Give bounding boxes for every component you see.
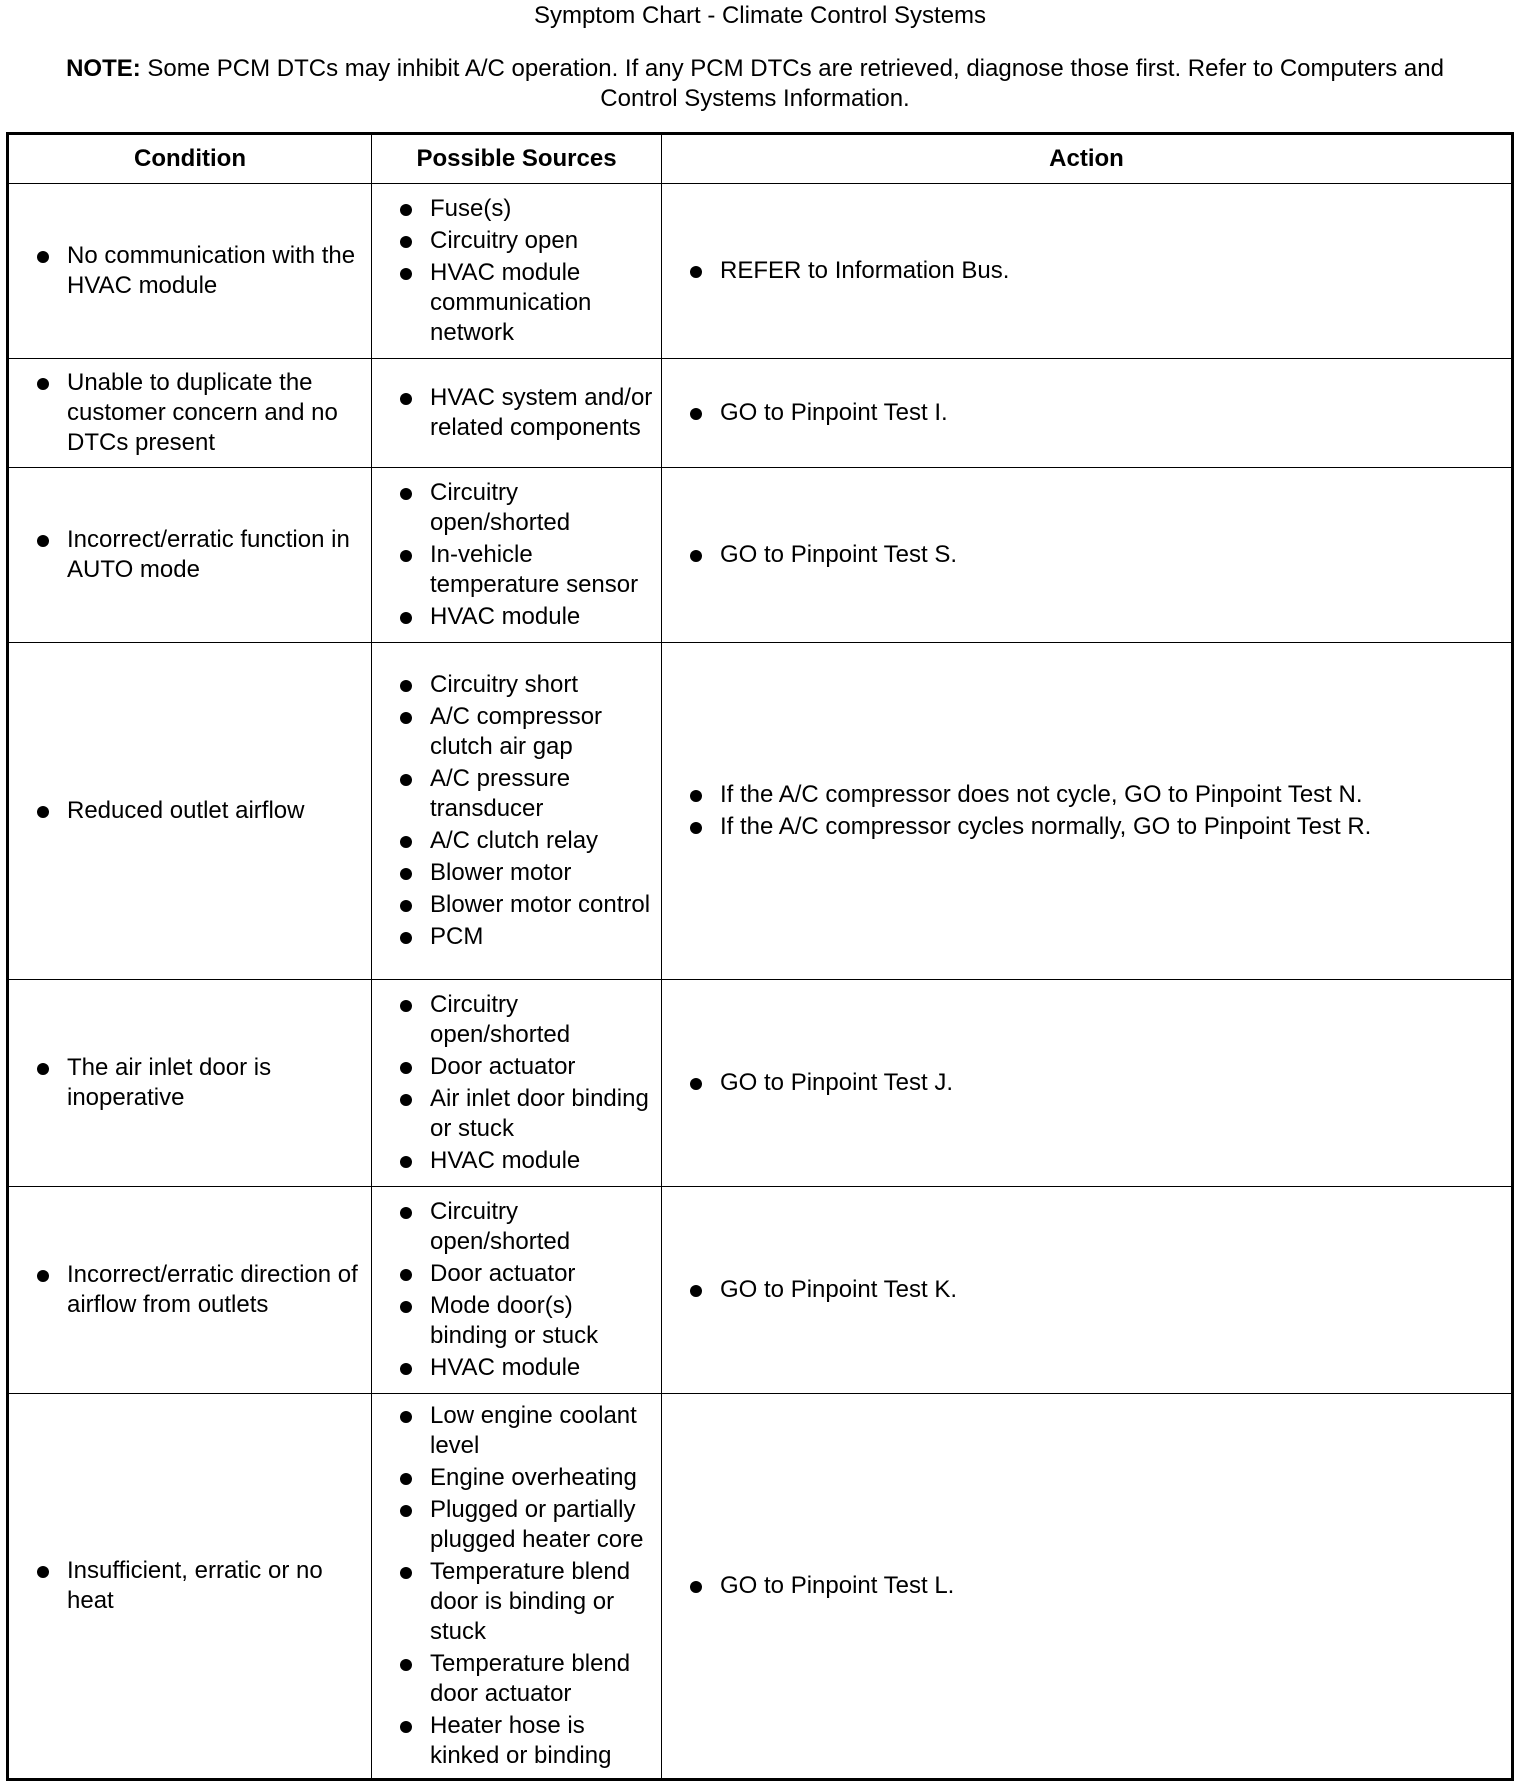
condition-item: No communication with the HVAC module xyxy=(9,241,365,301)
sources-cell xyxy=(372,359,662,468)
source-item: HVAC module xyxy=(372,602,655,632)
header-action: Action xyxy=(662,134,1513,184)
action-item: If the A/C compressor does not cycle, GO to Pinpoint Test N. xyxy=(662,780,1505,810)
source-item: Door actuator xyxy=(372,1052,655,1082)
source-item: PCM xyxy=(372,922,655,952)
source-item: Circuitry open/shorted xyxy=(372,478,655,538)
condition-item: Incorrect/erratic function in AUTO mode xyxy=(9,525,365,585)
condition-cell xyxy=(8,980,372,1187)
note-text: Some PCM DTCs may inhibit A/C operation. If any PCM DTCs are retrieved, diagnose those first. Refer to Computers and Control Systems Information. xyxy=(140,55,1444,112)
action-item: REFER to Information Bus. xyxy=(662,256,1505,286)
action-cell xyxy=(662,980,1513,1187)
source-item: A/C clutch relay xyxy=(372,826,655,856)
source-item: HVAC module communication network xyxy=(372,258,655,348)
sources-cell xyxy=(372,1394,662,1780)
table-row xyxy=(8,643,1513,980)
action-item: GO to Pinpoint Test I. xyxy=(662,398,1505,428)
chart-title: Symptom Chart - Climate Control Systems xyxy=(533,2,987,29)
note xyxy=(40,54,1470,114)
action-cell xyxy=(662,184,1513,359)
symptom-table xyxy=(6,132,1514,1781)
sources-cell xyxy=(372,980,662,1187)
source-item: A/C pressure transducer xyxy=(372,764,655,824)
source-item: Circuitry open/shorted xyxy=(372,1197,655,1257)
sources-cell xyxy=(372,468,662,643)
table-row xyxy=(8,1187,1513,1394)
table-header-row xyxy=(8,134,1513,184)
action-item: GO to Pinpoint Test L. xyxy=(662,1571,1505,1601)
source-item: A/C compressor clutch air gap xyxy=(372,702,655,762)
source-item: Blower motor control xyxy=(372,890,655,920)
condition-cell xyxy=(8,359,372,468)
condition-item: Incorrect/erratic direction of airflow from outlets xyxy=(9,1260,365,1320)
sources-cell xyxy=(372,1187,662,1394)
table-row xyxy=(8,468,1513,643)
source-item: Circuitry open/shorted xyxy=(372,990,655,1050)
source-item: Plugged or partially plugged heater core xyxy=(372,1495,655,1555)
condition-cell xyxy=(8,468,372,643)
source-item: Temperature blend door is binding or stuck xyxy=(372,1557,655,1647)
action-item: GO to Pinpoint Test S. xyxy=(662,540,1505,570)
table-row xyxy=(8,184,1513,359)
source-item: Heater hose is kinked or binding xyxy=(372,1711,655,1771)
sources-cell xyxy=(372,643,662,980)
table-row xyxy=(8,980,1513,1187)
action-cell xyxy=(662,1394,1513,1780)
action-cell xyxy=(662,359,1513,468)
header-possible-sources: Possible Sources xyxy=(372,134,662,184)
source-item: Air inlet door binding or stuck xyxy=(372,1084,655,1144)
condition-item: The air inlet door is inoperative xyxy=(9,1053,365,1113)
source-item: Mode door(s) binding or stuck xyxy=(372,1291,655,1351)
source-item: Circuitry short xyxy=(372,670,655,700)
source-item: Engine overheating xyxy=(372,1463,655,1493)
header-condition: Condition xyxy=(8,134,372,184)
condition-cell xyxy=(8,1187,372,1394)
action-item: GO to Pinpoint Test J. xyxy=(662,1068,1505,1098)
source-item: Blower motor xyxy=(372,858,655,888)
table-row xyxy=(8,359,1513,468)
source-item: Door actuator xyxy=(372,1259,655,1289)
action-item: If the A/C compressor cycles normally, GO to Pinpoint Test R. xyxy=(662,812,1505,842)
source-item: HVAC module xyxy=(372,1146,655,1176)
source-item: Temperature blend door actuator xyxy=(372,1649,655,1709)
source-item: HVAC module xyxy=(372,1353,655,1383)
source-item: HVAC system and/or related components xyxy=(372,383,655,443)
table-row xyxy=(8,1394,1513,1780)
condition-item: Unable to duplicate the customer concern and no DTCs present xyxy=(9,368,365,458)
source-item: In-vehicle temperature sensor xyxy=(372,540,655,600)
action-cell xyxy=(662,1187,1513,1394)
action-item: GO to Pinpoint Test K. xyxy=(662,1275,1505,1305)
source-item: Circuitry open xyxy=(372,226,655,256)
source-item: Fuse(s) xyxy=(372,194,655,224)
condition-cell xyxy=(8,184,372,359)
action-cell xyxy=(662,643,1513,980)
condition-item: Reduced outlet airflow xyxy=(9,796,365,826)
condition-cell xyxy=(8,1394,372,1780)
sources-cell xyxy=(372,184,662,359)
source-item: Low engine coolant level xyxy=(372,1401,655,1461)
action-cell xyxy=(662,468,1513,643)
condition-item: Insufficient, erratic or no heat xyxy=(9,1556,365,1616)
note-label: NOTE: xyxy=(66,55,141,82)
condition-cell xyxy=(8,643,372,980)
